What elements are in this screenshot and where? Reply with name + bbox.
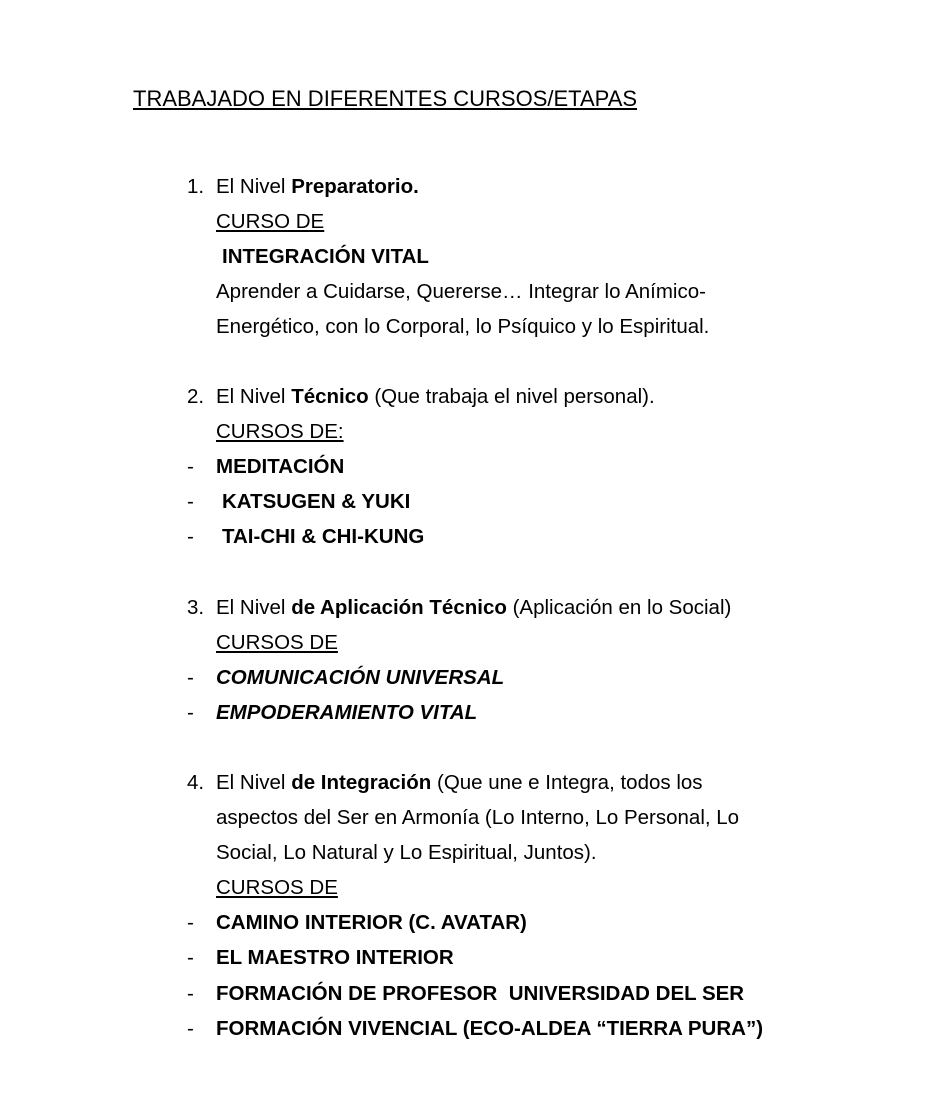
course-item: CAMINO INTERIOR (C. AVATAR) (216, 911, 527, 934)
section-number: 4. (187, 771, 205, 794)
course-item: FORMACIÓN VIVENCIAL (ECO-ALDEA “TIERRA PURA”) (216, 1017, 764, 1040)
bullet-dash: - (187, 946, 194, 969)
bullet-dash: - (187, 666, 194, 689)
course-item: MEDITACIÓN (216, 455, 345, 478)
bullet-dash: - (187, 701, 194, 724)
course-item: EL MAESTRO INTERIOR (216, 946, 454, 969)
course-item: EMPODERAMIENTO VITAL (216, 701, 478, 724)
level-name: de Aplicación Técnico (291, 596, 507, 619)
section-heading: El Nivel de Integración (Que une e Integra, todos los (216, 771, 703, 794)
section-heading: El Nivel Técnico (Que trabaja el nivel personal). (216, 385, 655, 408)
section-heading: El Nivel de Aplicación Técnico (Aplicación en lo Social) (216, 596, 732, 619)
heading-continuation: aspectos del Ser en Armonía (Lo Interno, Lo Personal, Lo (216, 806, 740, 829)
description-line: Aprender a Cuidarse, Quererse… Integrar lo Anímico- (216, 280, 706, 303)
description-line: Energético, con lo Corporal, lo Psíquico y lo Espiritual. (216, 315, 710, 338)
course-item: TAI-CHI & CHI-KUNG (222, 525, 425, 548)
course-item: KATSUGEN & YUKI (222, 490, 411, 513)
course-item: COMUNICACIÓN UNIVERSAL (216, 666, 505, 689)
course-item: INTEGRACIÓN VITAL (222, 245, 429, 268)
section-heading: El Nivel Preparatorio. (216, 175, 419, 198)
bullet-dash: - (187, 525, 194, 548)
courses-label: CURSOS DE (216, 876, 338, 899)
bullet-dash: - (187, 1017, 194, 1040)
bullet-dash: - (187, 490, 194, 513)
courses-label: CURSOS DE (216, 631, 338, 654)
bullet-dash: - (187, 911, 194, 934)
bullet-dash: - (187, 982, 194, 1005)
bullet-dash: - (187, 455, 194, 478)
level-name: Técnico (291, 385, 369, 408)
level-name: de Integración (291, 771, 432, 794)
level-name: Preparatorio. (291, 175, 419, 198)
section-number: 2. (187, 385, 205, 408)
courses-label: CURSOS DE: (216, 420, 344, 443)
course-item: FORMACIÓN DE PROFESOR UNIVERSIDAD DEL SER (216, 982, 745, 1005)
section-number: 1. (187, 175, 205, 198)
page-title: TRABAJADO EN DIFERENTES CURSOS/ETAPAS (133, 86, 638, 111)
heading-continuation: Social, Lo Natural y Lo Espiritual, Juntos). (216, 841, 597, 864)
section-number: 3. (187, 596, 205, 619)
courses-label: CURSO DE (216, 210, 325, 233)
